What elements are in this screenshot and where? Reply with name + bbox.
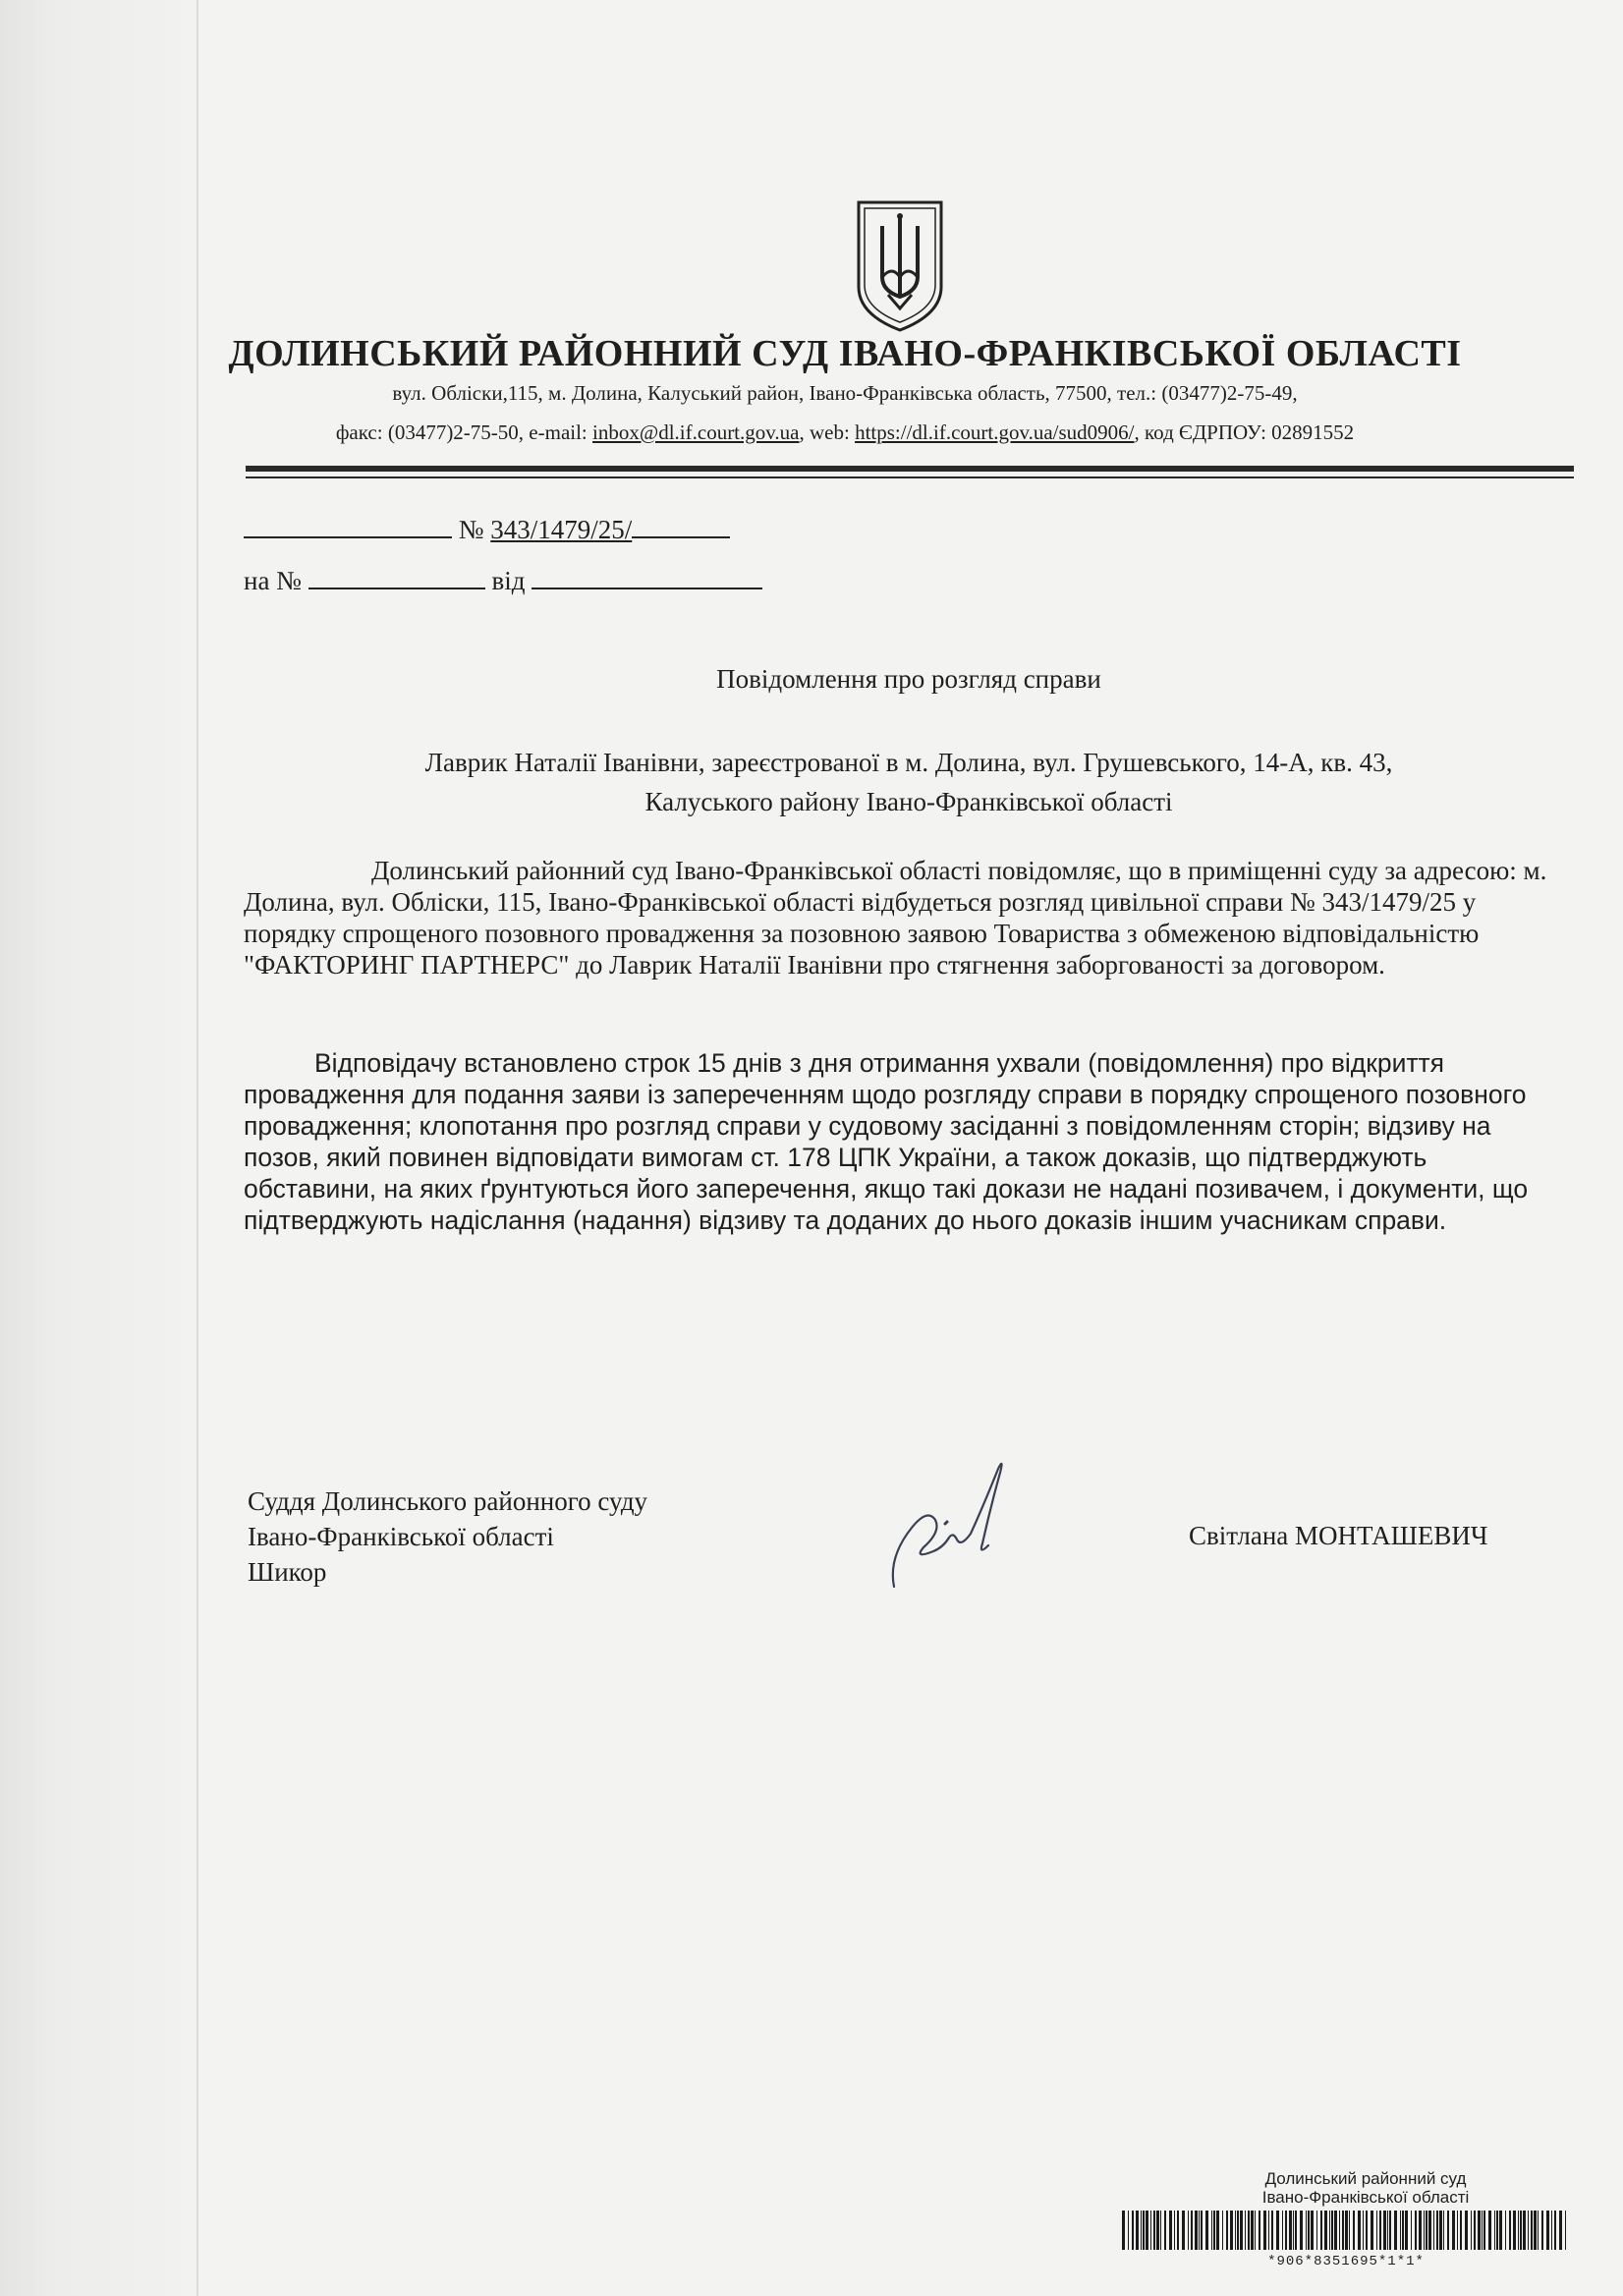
registry-stamp-line-1: Долинський районний суд [1264,2169,1467,2188]
barcode-bar [1419,2211,1422,2250]
barcode-bar [1240,2211,1243,2250]
barcode-bar [1306,2211,1307,2250]
number-blank [632,513,730,538]
barcode-bar [1143,2211,1145,2250]
barcode-bar [1160,2211,1161,2250]
barcode-bar [1300,2211,1303,2250]
barcode-bar [1482,2211,1483,2250]
barcode-bar [1509,2211,1511,2250]
from-label: від [491,566,526,595]
barcode-bar [1531,2211,1533,2250]
handwritten-signature [884,1449,1032,1596]
barcode-bar [1342,2211,1344,2250]
barcode-bar [1334,2211,1337,2250]
barcode-bar [1439,2211,1442,2250]
barcode-bar [1366,2211,1368,2250]
barcode-bar [1389,2211,1391,2250]
barcode-bar [1379,2211,1381,2250]
header-divider [246,466,1574,472]
email-link[interactable]: inbox@dl.if.court.gov.ua [592,420,800,444]
barcode-bar [1371,2211,1373,2250]
web-label: , web: [799,420,856,444]
outgoing-number-line [244,513,730,545]
barcode-bar [1551,2211,1552,2250]
barcode-bar [1541,2211,1543,2250]
barcode-bar [1478,2211,1481,2250]
barcode-bar [1433,2211,1434,2250]
barcode-bar [1195,2211,1198,2250]
barcode-number: *906*8351695*1*1* [1267,2254,1425,2269]
fax-label: факс: (03477)2-75-50, e-mail: [335,420,593,444]
barcode-bar [1452,2211,1455,2250]
number-label: № [458,515,491,544]
judge-name: Світлана МОНТАШЕВИЧ [1189,1521,1488,1550]
barcode-bar [1394,2211,1397,2250]
barcode-bar [1230,2211,1233,2250]
barcode-bar [1358,2211,1361,2250]
barcode-bar [1311,2211,1314,2250]
barcode-bar [1528,2211,1529,2250]
barcode-bar [1411,2211,1412,2250]
barcode-bar [1447,2211,1449,2250]
barcode-bar [1428,2211,1431,2250]
website-link[interactable]: https://dl.if.court.gov.ua/sud0906/ [855,420,1135,444]
barcode-bar [1248,2211,1250,2250]
barcode-bar [1153,2211,1155,2250]
barcode-bar [1289,2211,1292,2250]
barcode-bar [1387,2211,1388,2250]
incoming-number-line [244,564,762,596]
barcode-bar [1424,2211,1425,2250]
court-contacts [147,420,1542,445]
barcode-bar [1216,2211,1219,2250]
barcode-bar [1436,2211,1438,2250]
header-divider-thin [246,476,1574,478]
date-blank [244,513,452,538]
barcode-bar [1518,2211,1519,2250]
barcode-bar [1285,2211,1287,2250]
barcode-bar [1199,2211,1200,2250]
barcode-bar [1534,2211,1537,2250]
case-number: 343/1479/25/ [490,515,633,544]
barcode-bar [1400,2211,1401,2250]
barcode-bar [1471,2211,1472,2250]
barcode-bar [1177,2211,1179,2250]
barcode-bar [1523,2211,1526,2250]
barcode-bar [1465,2211,1468,2250]
document-title: Повідомлення про розгляд справи [716,664,1101,694]
incoming-number-blank [308,564,485,589]
barcode-bar [1169,2211,1172,2250]
barcode [1120,2211,1572,2256]
barcode-bar [1513,2211,1516,2250]
barcode-bar [1271,2211,1273,2250]
barcode-bar [1263,2211,1266,2250]
incoming-date-blank [532,564,762,589]
edrpou-code: , код ЄДРПОУ: 02891552 [1134,420,1355,444]
barcode-bar [1474,2211,1476,2250]
barcode-bar [1164,2211,1166,2250]
barcode-bar [1565,2211,1566,2250]
position-line-3: Шикор [248,1557,327,1587]
barcode-bar [1496,2211,1498,2250]
barcode-bar [1460,2211,1462,2250]
barcode-bar [1415,2211,1417,2250]
barcode-bar [1331,2211,1333,2250]
addressee-line-1: Лаврик Наталії Іванівни, зареєстрованої в м. Долина, вул. Грушевського, 14-А, кв. 43, [424,748,1393,777]
barcode-bar [1349,2211,1350,2250]
barcode-bar [1559,2211,1562,2250]
barcode-bar [1443,2211,1444,2250]
barcode-bar [1383,2211,1386,2250]
barcode-bar [1146,2211,1148,2250]
notice-paragraph: Долинський районний суд Івано-Франківської області повідомляє, що в приміщенні суду за адресою: м. Долина, вул. Обліски, 115, Івано-Франківської області відбудеться розгляд цивільної справи № 343/1479/25 у порядку спрощеного позовного провадження за позовною заявою Товариства з обмеженою відповідальністю "ФАКТОРИНГ ПАРТНЕРС" до Лаврик Наталії Іванівни про стягнення заборгованості за договором. [244,856,1547,980]
barcode-bar [1494,2211,1495,2250]
barcode-bar [1222,2211,1223,2250]
on-number-label: на № [244,566,302,595]
barcode-bar [1345,2211,1348,2250]
barcode-bar [1499,2211,1502,2250]
barcode-bar [1174,2211,1175,2250]
barcode-bar [1295,2211,1297,2250]
barcode-bar [1188,2211,1189,2250]
barcode-bar [1520,2211,1522,2250]
barcode-bar [1191,2211,1193,2250]
judge-position [248,1484,647,1590]
barcode-bar [1324,2211,1327,2250]
barcode-bar [1201,2211,1203,2250]
barcode-bar [1132,2211,1134,2250]
barcode-bar [1353,2211,1355,2250]
barcode-bar [1235,2211,1236,2250]
barcode-bar [1182,2211,1185,2250]
barcode-bar [1320,2211,1322,2250]
barcode-bar [1213,2211,1215,2250]
barcode-bar [1136,2211,1139,2250]
barcode-bar [1505,2211,1506,2250]
barcode-bar [1402,2211,1404,2250]
barcode-bar [1457,2211,1458,2250]
barcode-bar [1122,2211,1125,2250]
position-line-2: Івано-Франківської області [248,1522,554,1551]
barcode-bar [1293,2211,1294,2250]
barcode-bar [1363,2211,1364,2250]
court-name: ДОЛИНСЬКИЙ РАЙОННИЙ СУД ІВАНО-ФРАНКІВСЬКОЇ ОБЛАСТІ [228,333,1462,374]
barcode-bar [1255,2211,1256,2250]
barcode-bar [1245,2211,1246,2250]
barcode-bar [1329,2211,1330,2250]
barcode-bar [1128,2211,1129,2250]
barcode-bar [1376,2211,1377,2250]
registry-stamp-line-2: Івано-Франківської області [1261,2188,1470,2207]
barcode-bar [1538,2211,1539,2250]
addressee [246,743,1572,821]
barcode-bar [1237,2211,1239,2250]
court-address: вул. Обліски,115, м. Долина, Калуський район, Івано-Франківська область, 77500, тел.: (03477)2-75-49, [392,381,1298,405]
coat-of-arms-icon [853,196,947,334]
barcode-bar [1339,2211,1340,2250]
barcode-bar [1251,2211,1254,2250]
barcode-bar [1276,2211,1279,2250]
barcode-bar [1546,2211,1549,2250]
barcode-bar [1554,2211,1556,2250]
barcode-bar [1211,2211,1212,2250]
barcode-bar [1488,2211,1491,2250]
barcode-bar [1426,2211,1427,2250]
deadline-paragraph: Відповідачу встановлено строк 15 днів з дня отримання ухвали (повідомлення) про відкриття провадження для подання заяви із запереченням щодо розгляду справи в порядку спрощеного позовного провадження; клопотання про розгляд справи у судовому засіданні з повідомленням сторін; відзиву на позов, який повинен відповідати вимогам ст. 178 ЦПК України, а також доказів, що підтверджують обставини, на яких ґрунтуються його заперечення, якщо такі докази не надані позивачем, і документи, що підтверджують надіслання (надання) відзиву та доданих до нього доказів іншим учасникам справи. [244,1048,1529,1235]
barcode-bar [1483,2211,1485,2250]
barcode-bar [1316,2211,1317,2250]
barcode-bar [1282,2211,1283,2250]
barcode-bar [1150,2211,1151,2250]
barcode-bar [1308,2211,1310,2250]
addressee-line-2: Калуського району Івано-Франківської області [644,787,1173,816]
barcode-bar [1156,2211,1159,2250]
barcode-bar [1268,2211,1269,2250]
barcode-bar [1405,2211,1408,2250]
barcode-bar [1205,2211,1208,2250]
position-line-1: Суддя Долинського районного суду [248,1486,648,1516]
barcode-bar [1259,2211,1260,2250]
barcode-bar [1226,2211,1228,2250]
barcode-bar [1141,2211,1142,2250]
